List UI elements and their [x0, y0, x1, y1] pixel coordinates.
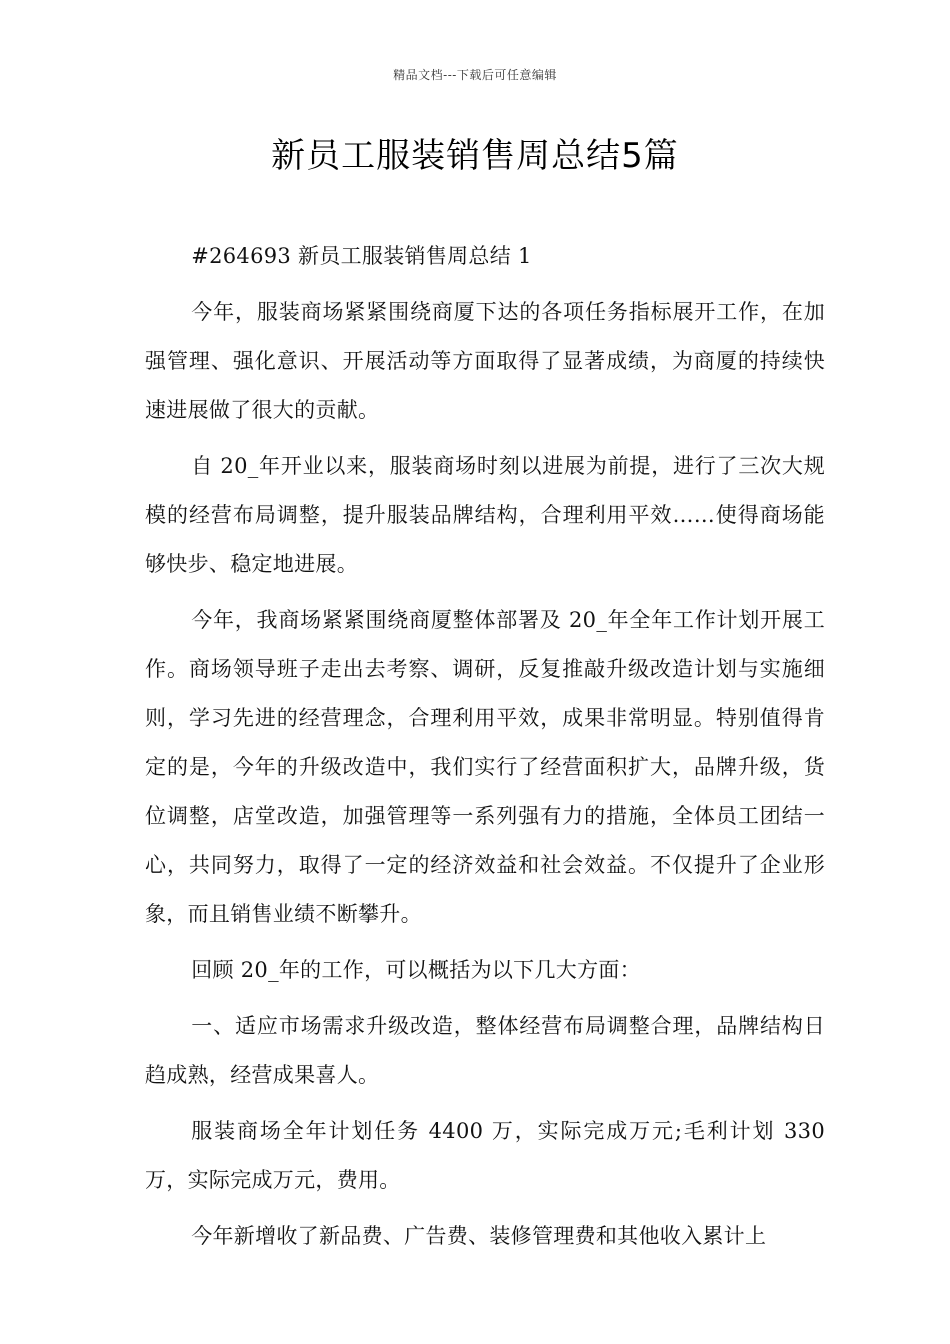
paragraph: 一、适应市场需求升级改造，整体经营布局调整合理，品牌结构日趋成熟，经营成果喜人。 — [145, 1014, 825, 1087]
paragraph: 今年新增收了新品费、广告费、装修管理费和其他收入累计上 — [191, 1224, 767, 1248]
document-title: 新员工服装销售周总结5篇 — [271, 136, 679, 176]
paragraph: 今年，我商场紧紧围绕商厦整体部署及 20_年全年工作计划开展工作。商场领导班子走出去考察、调研，反复推敲升级改造计划与实施细则，学习先进的经营理念，合理利用平效，成果非常明显。特别值得肯定的是，今年的升级改造中，我们实行了经营面积扩大，品牌升级，货位调整，店堂改造，加强管理等一系列强有力的措施，全体员工团结一心，共同努力，取得了一定的经济效益和社会效益。不仅提升了企业形象，而且销售业绩不断攀升。 — [145, 608, 825, 926]
section-heading: #264693 新员工服装销售周总结 1 — [191, 244, 532, 268]
paragraph: 回顾 20_年的工作，可以概括为以下几大方面： — [191, 958, 641, 982]
document-body — [145, 232, 825, 1268]
paragraph: 自 20_年开业以来，服装商场时刻以进展为前提，进行了三次大规模的经营布局调整，提升服装品牌结构，合理利用平效……使得商场能够快步、稳定地进展。 — [145, 454, 825, 576]
header-note: 精品文档---下载后可任意编辑 — [393, 68, 557, 82]
paragraph: 服装商场全年计划任务 4400 万，实际完成万元;毛利计划 330万，实际完成万元，费用。 — [145, 1119, 825, 1192]
paragraph: 今年，服装商场紧紧围绕商厦下达的各项任务指标展开工作，在加强管理、强化意识、开展活动等方面取得了显著成绩，为商厦的持续快速进展做了很大的贡献。 — [145, 300, 825, 422]
